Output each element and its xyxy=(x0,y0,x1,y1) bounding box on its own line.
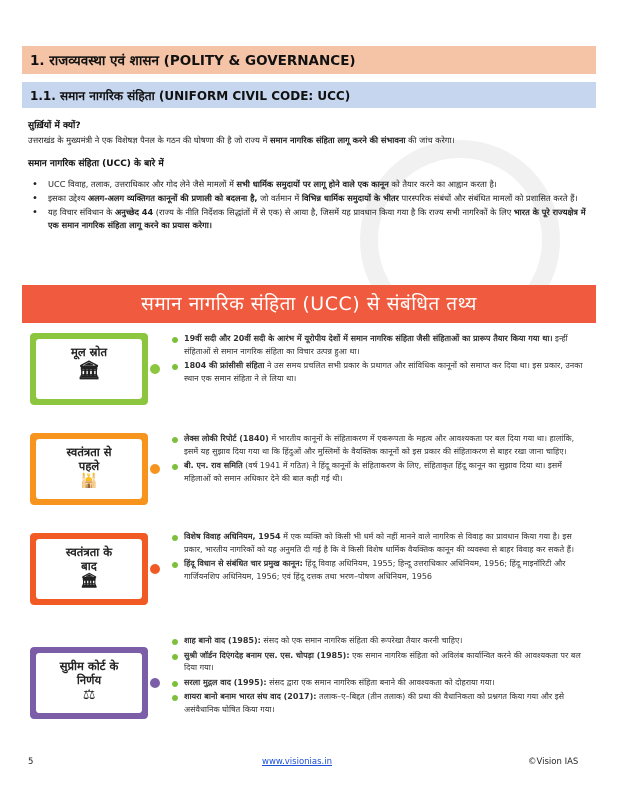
page-number: 5 xyxy=(28,757,34,767)
row-label-box xyxy=(30,647,148,719)
row-label: स्वतंत्रता के xyxy=(65,545,113,559)
connector-dot xyxy=(148,462,162,476)
row-label-box xyxy=(30,533,148,605)
row-label: मूल स्रोत xyxy=(70,345,108,359)
row-label: स्वतंत्रता से xyxy=(66,445,112,459)
list-item: हिंदू विधान से संबंधित चार प्रमुख कानून: हिंदू विवाह अधिनियम, 1955; हिन्दू उत्तराधिकार अधिनियम, 1956; हिंदू माइनॉरिटी और गार्जियनशिप अधिनियम, 1956; एवं हिंदू दत्तक तथा भरण–पोषण अधिनियम, 1956 xyxy=(172,558,590,583)
row-label-2: बाद xyxy=(81,559,97,573)
subsection-title: 1.1. समान नागरिक संहिता (UNIFORM CIVIL CODE: UCC) xyxy=(22,82,596,108)
list-item: • इसका उद्देश्य अलग-अलग व्यक्तिगत कानूनों की प्रणाली को बदलना है, जो वर्तमान में विभिन्न धार्मिक समुदायों के भीतर पारस्परिक संबंधों और संबंधित मामलों को प्रशासित करते हैं। xyxy=(28,192,593,205)
list-item: शायरा बानो बनाम भारत संघ वाद (2017): तलाक–ए–बिद्दत (तीन तलाक) की प्रथा की वैधानिकता को प्रश्नगत किया गया और इसे असंवैधानिक घोषित किया गया। xyxy=(172,691,590,716)
list-item: बी. एन. राव समिति (वर्ष 1941 में गठित) ने हिंदू कानूनों के संहिताकरण के लिए, संहिताकृत हिंदू कानून का सुझाव दिया था। इसमें महिलाओं को समान अधिकार देने की बात कही गई थी। xyxy=(172,460,590,485)
about-heading: समान नागरिक संहिता (UCC) के बारे में xyxy=(28,159,164,169)
list-item: • UCC विवाह, तलाक, उत्तराधिकार और गोद लेने जैसे मामलों में सभी धार्मिक समुदायों पर लागू होने वाले एक कानून को तैयार करने का आह्वान करता है। xyxy=(28,178,593,191)
row-points xyxy=(172,531,590,585)
why-news-heading: सुर्ख़ियों में क्यों? xyxy=(28,121,81,131)
list-item: 19वीं सदी और 20वीं सदी के आरंभ में यूरोपीय देशों में समान नागरिक संहिता जैसी संहिताओं का प्रारूप तैयार किया गया था। इन्हीं संहिताओं से समान नागरिक संहिता का विचार उत्पन्न हुआ था। xyxy=(172,333,590,358)
about-list xyxy=(28,178,593,233)
ucc-facts-infographic xyxy=(22,285,596,745)
list-item: सरला मुद्गल वाद (1995): संसद द्वारा एक समान नागरिक संहिता बनाने की आवश्यकता को दोहराया गया। xyxy=(172,677,590,690)
justice-scale-icon: ⚖ xyxy=(82,687,96,703)
row-label-box xyxy=(30,333,148,405)
list-item: शाह बानो वाद (1985): संसद को एक समान नागरिक संहिता की रूपरेखा तैयार करनी चाहिए। xyxy=(172,635,590,648)
list-item: 1804 की फ्रांसीसी संहिता ने उस समय प्रचलित सभी प्रकार के प्रथागत और सांविधिक कानूनों को समाप्त कर दिया था। इस प्रकार, उनका स्थान एक समान संहिता ने ले लिया था। xyxy=(172,360,590,385)
row-label: सुप्रीम कोर्ट के xyxy=(59,659,119,673)
bank-icon: 🏛 xyxy=(77,360,101,381)
why-news-text: उत्तराखंड के मुख्यमंत्री ने एक विशेषज्ञ पैनल के गठन की घोषणा की है जो राज्य में समान नागरिक संहिता लागू करने की संभावना की जांच करेगा। xyxy=(28,135,455,145)
row-label-2: निर्णय xyxy=(76,673,102,687)
row-points xyxy=(172,333,590,387)
list-item: • यह विचार संविधान के अनुच्छेद 44 (राज्य के नीति निर्देशक सिद्धांतों में से एक) से आया है, जिसमें यह प्रावधान किया गया है कि राज्य सभी नागरिकों के लिए भारत के पूरे राज्यक्षेत्र में एक समान नागरिक संहिता लागू करने का प्रयास करेगा। xyxy=(28,206,593,232)
infographic-banner: समान नागरिक संहिता (UCC) से संबंधित तथ्य xyxy=(22,285,596,323)
connector-dot xyxy=(148,362,162,376)
website-link[interactable]: www.visionias.in xyxy=(262,757,332,767)
row-label-box xyxy=(30,433,148,505)
list-item: लेक्स लोकी रिपोर्ट (1840) में भारतीय कानूनों के संहिताकरण में एकरूपता के महत्व और आवश्यकता पर बल दिया गया था। हालांकि, इसमें यह सुझाव दिया गया था कि हिंदुओं और मुस्लिमों के वैयक्तिक कानूनों को इस प्रकार की संहिताकरण से बाहर रखा जाना चाहिए। xyxy=(172,433,590,458)
capitol-icon: 🏛 xyxy=(80,573,98,589)
connector-dot xyxy=(148,676,162,690)
row-label-2: पहले xyxy=(78,459,100,473)
parliament-icon: 🕌 xyxy=(80,473,98,489)
list-item: सुश्री जॉर्डन दिएंगदेह बनाम एस. एस. चोपड़ा (1985): एक समान नागरिक संहिता को अविलंब कार्यान्वित करने की आवश्यकता पर बल दिया गया। xyxy=(172,650,590,675)
brand-label: ©Vision IAS xyxy=(528,757,579,767)
row-points xyxy=(172,635,590,718)
list-item: विशेष विवाह अधिनियम, 1954 में एक व्यक्ति को किसी भी धर्म को नहीं मानने वाले नागरिक से विवाह का प्रावधान किया गया है। इस प्रकार, भारतीय नागरिकों को यह अनुमति दी गई है कि वे किसी विशेष धार्मिक वैयक्तिक कानून की व्यवस्था से बाहर विवाह कर सकते हैं। xyxy=(172,531,590,556)
row-points xyxy=(172,433,590,487)
section-title: 1. राजव्यवस्था एवं शासन (POLITY & GOVERNANCE) xyxy=(22,46,596,74)
connector-dot xyxy=(148,562,162,576)
